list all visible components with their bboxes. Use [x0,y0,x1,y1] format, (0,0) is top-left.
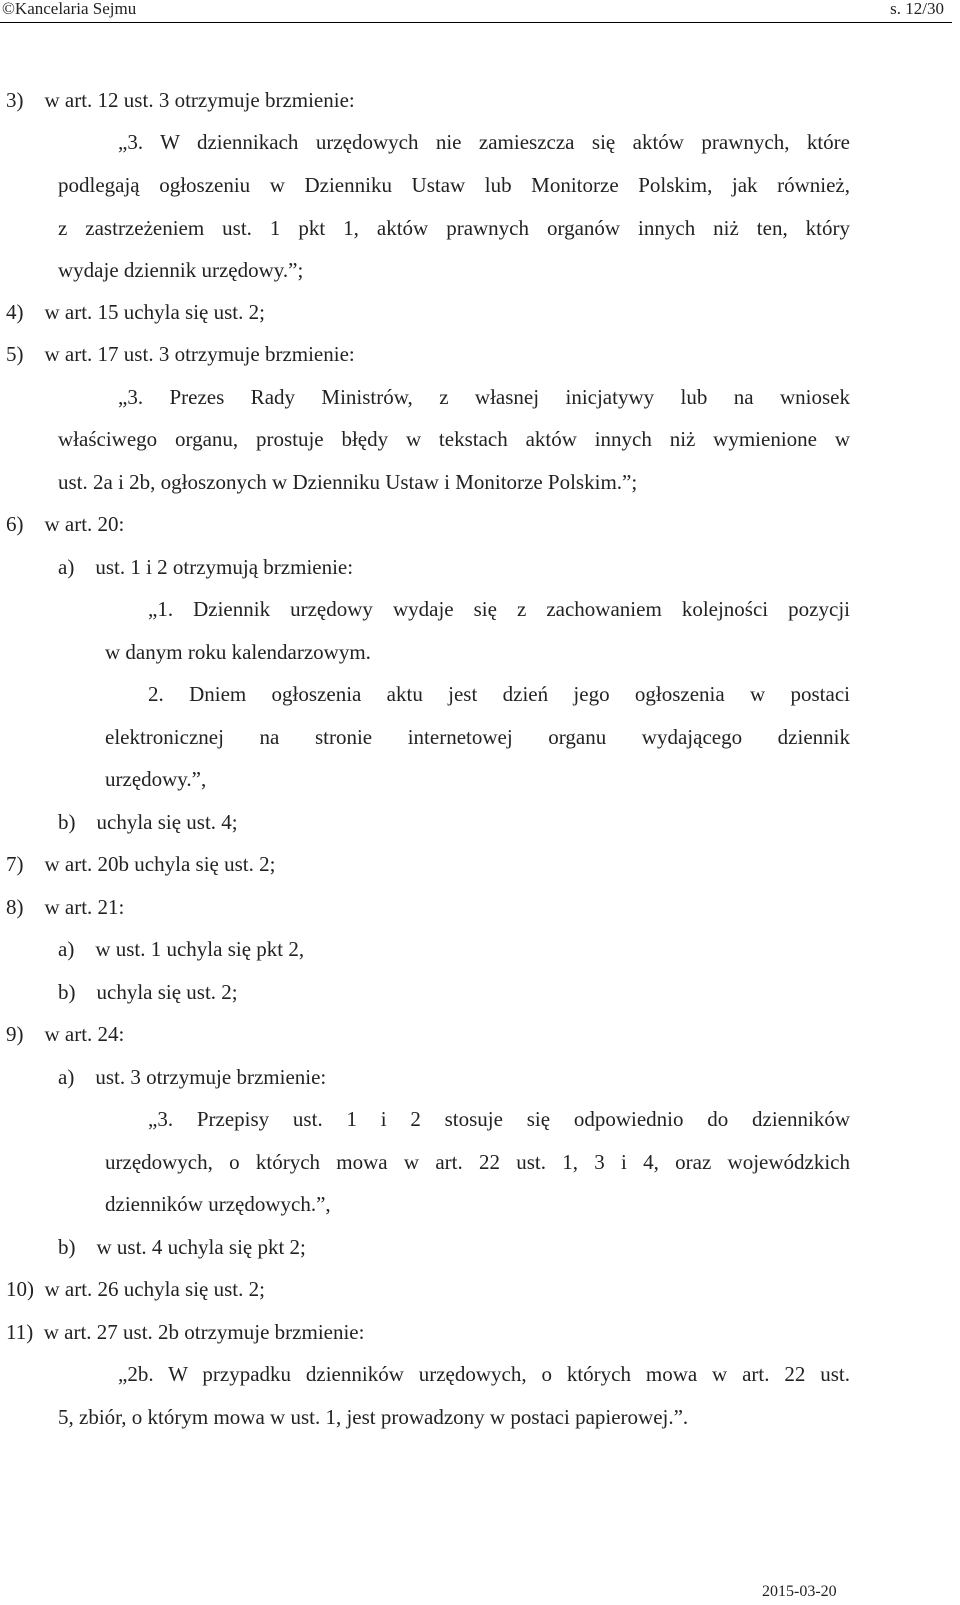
text-line: a) ust. 3 otrzymuje brzmienie: [58,1065,327,1089]
text-line: wydaje dziennik urzędowy.”; [58,258,304,282]
text-line: 4) w art. 15 uchyla się ust. 2; [6,300,265,324]
text-line: 7) w art. 20b uchyla się ust. 2; [6,852,276,876]
text-line: urzędowych, o których mowa w art. 22 ust. 1, 3 i 4, oraz wojewódzkich [105,1150,850,1174]
text-line: b) uchyla się ust. 2; [58,980,238,1004]
page-footer-date: 2015-03-20 [762,1583,837,1600]
text-line: właściwego organu, prostuje błędy w tekstach aktów innych niż wymienione w [58,427,850,451]
header-source: ©Kancelaria Sejmu [2,0,137,18]
text-line: 9) w art. 24: [6,1022,125,1046]
text-line: podlegają ogłoszeniu w Dzienniku Ustaw lub Monitorze Polskim, jak również, [58,173,850,197]
text-line: 11) w art. 27 ust. 2b otrzymuje brzmienie: [6,1320,365,1344]
text-line: b) w ust. 4 uchyla się pkt 2; [58,1235,306,1259]
text-line: w danym roku kalendarzowym. [105,640,371,664]
text-line: ust. 2a i 2b, ogłoszonych w Dzienniku Ustaw i Monitorze Polskim.”; [58,470,638,494]
text-line: „1. Dziennik urzędowy wydaje się z zachowaniem kolejności pozycji [148,597,850,621]
text-line: „3. Prezes Rady Ministrów, z własnej inicjatywy lub na wniosek [118,385,850,409]
text-line: 6) w art. 20: [6,512,125,536]
text-line: 8) w art. 21: [6,895,125,919]
text-line: 10) w art. 26 uchyla się ust. 2; [6,1277,265,1301]
text-line: b) uchyla się ust. 4; [58,810,238,834]
text-line: a) w ust. 1 uchyla się pkt 2, [58,937,305,961]
text-line: 3) w art. 12 ust. 3 otrzymuje brzmienie: [6,88,355,112]
header-page-number: s. 12/30 [890,0,944,18]
text-line: dzienników urzędowych.”, [105,1192,331,1216]
text-line: a) ust. 1 i 2 otrzymują brzmienie: [58,555,354,579]
text-line: 5, zbiór, o którym mowa w ust. 1, jest prowadzony w postaci papierowej.”. [58,1405,689,1429]
text-line: 5) w art. 17 ust. 3 otrzymuje brzmienie: [6,342,355,366]
page-header [0,0,952,23]
text-line: urzędowy.”, [105,767,207,791]
text-line: „3. Przepisy ust. 1 i 2 stosuje się odpowiednio do dzienników [148,1107,850,1131]
text-line: „3. W dziennikach urzędowych nie zamieszcza się aktów prawnych, które [118,130,850,154]
text-line: elektronicznej na stronie internetowej organu wydającego dziennik [105,725,850,749]
text-line: „2b. W przypadku dzienników urzędowych, o których mowa w art. 22 ust. [118,1362,850,1386]
text-line: z zastrzeżeniem ust. 1 pkt 1, aktów prawnych organów innych niż ten, który [58,216,850,240]
text-line: 2. Dniem ogłoszenia aktu jest dzień jego ogłoszenia w postaci [148,682,850,706]
